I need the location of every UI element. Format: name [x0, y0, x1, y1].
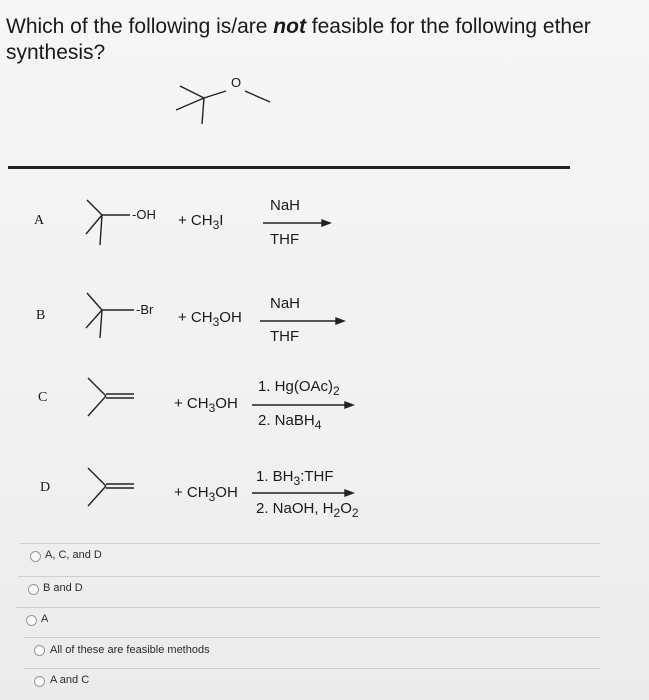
- option-divider: [20, 543, 600, 544]
- answer-option[interactable]: [0, 637, 600, 667]
- target-oxygen-label: O: [231, 75, 242, 90]
- row-a-condition-top: NaH: [270, 197, 301, 214]
- row-d-label: D: [40, 480, 51, 495]
- option-label: A, C, and D: [45, 549, 102, 561]
- option-label: A and C: [50, 674, 90, 686]
- row-d-reagent: + $CH_3OH$: [174, 484, 238, 504]
- structure-a: [86, 200, 130, 245]
- divider-rule: [8, 166, 570, 169]
- structure-d: [88, 468, 134, 506]
- row-d-condition-top: 1. $BH_3:THF$: [256, 468, 334, 488]
- option-divider: [24, 668, 600, 669]
- row-c-condition-bottom: 2. NaBH$_4$: [258, 412, 322, 432]
- row-b-label: B: [36, 308, 46, 323]
- emphasis-not: not: [273, 15, 306, 38]
- answer-option[interactable]: [0, 576, 600, 606]
- row-a-group: -OH: [132, 207, 156, 222]
- row-c-label: C: [38, 390, 48, 405]
- row-c-reagent: + $CH_3OH$: [174, 395, 238, 415]
- row-b-condition-bottom: THF: [270, 328, 300, 345]
- row-b-condition-top: NaH: [270, 295, 301, 312]
- option-label: A: [41, 613, 49, 625]
- row-a-reagent: + $CH_3I$: [178, 212, 224, 232]
- target-ether-structure: [176, 86, 270, 124]
- row-b-group: -Br: [136, 302, 154, 317]
- option-label: All of these are feasible methods: [50, 644, 210, 656]
- row-a-condition-bottom: THF: [270, 231, 300, 248]
- answer-option[interactable]: [0, 543, 600, 573]
- question-text: Which of the following is/are not feasible for the following ether synthesis?: [6, 15, 591, 64]
- radio-button[interactable]: [30, 551, 41, 562]
- radio-button[interactable]: [34, 645, 45, 656]
- answer-option[interactable]: [0, 668, 600, 698]
- structure-c: [88, 378, 134, 416]
- radio-button[interactable]: [28, 584, 39, 595]
- answer-option[interactable]: [0, 607, 600, 637]
- structure-b: [86, 293, 134, 338]
- option-divider: [16, 607, 600, 608]
- radio-button[interactable]: [26, 615, 37, 626]
- row-a-label: A: [34, 213, 45, 228]
- option-label: B and D: [43, 582, 83, 594]
- option-divider: [18, 576, 600, 577]
- row-c-condition-top: 1. $Hg(OAc)_2$: [258, 378, 340, 398]
- option-divider: [24, 637, 600, 638]
- radio-button[interactable]: [34, 676, 45, 687]
- reaction-arrows: [252, 220, 353, 496]
- row-d-condition-bottom: 2. NaOH, $H_2O_2$: [256, 500, 359, 520]
- row-b-reagent: + $CH_3OH$: [178, 309, 242, 329]
